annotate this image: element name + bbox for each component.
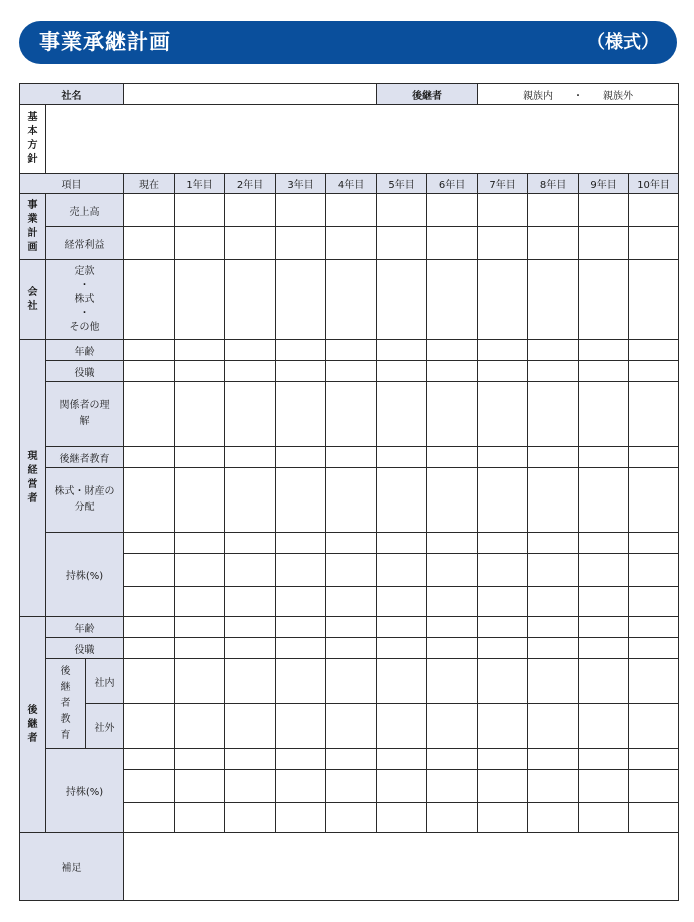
table-row [20,617,679,638]
year-cell[interactable] [175,638,225,659]
year-cell[interactable] [629,704,679,749]
year-cell[interactable] [225,617,276,638]
year-cell[interactable] [579,447,629,468]
year-cell[interactable] [629,587,679,617]
successor-type-options[interactable]: 親族内 ・ 親族外 [478,84,679,105]
current-manager-label-text: 現経営者 [27,451,38,504]
current-manager-label [20,340,46,617]
year-cell[interactable] [377,659,427,704]
sc-education-label [46,659,86,749]
year-cell[interactable] [478,260,528,340]
year-cell[interactable] [377,447,427,468]
basic-policy-label-text: 基本方針 [27,112,38,165]
year-cell[interactable] [528,659,579,704]
notes-field[interactable] [124,833,679,901]
year-cell[interactable] [478,617,528,638]
year-cell[interactable] [579,659,629,704]
year-cell[interactable] [427,803,478,833]
year-cell[interactable] [427,340,478,361]
year-cell[interactable] [377,260,427,340]
year-cell[interactable] [478,704,528,749]
year-cell[interactable] [175,659,225,704]
year-cell[interactable] [225,554,276,587]
year-cell[interactable] [276,533,326,554]
year-cell[interactable] [478,447,528,468]
year-cell[interactable] [478,382,528,447]
year-cell[interactable] [528,533,579,554]
year-cell[interactable] [427,382,478,447]
year-cell[interactable] [124,587,175,617]
year-cell[interactable] [124,554,175,587]
company-name-label: 社名 [20,84,124,105]
year-cell[interactable] [276,770,326,803]
year-cell[interactable] [377,554,427,587]
year-cell[interactable] [427,704,478,749]
year-header-3: 3年目 [276,174,326,194]
company-item-line: その他 [69,321,100,333]
year-cell[interactable] [225,803,276,833]
year-header-9: 9年目 [579,174,629,194]
cm-stakeholder-label [46,382,124,447]
policy-row [20,105,679,174]
year-cell[interactable] [175,554,225,587]
successor-label-text: 後継者 [27,704,38,744]
year-cell[interactable] [427,260,478,340]
year-cell[interactable] [175,194,225,227]
year-cell[interactable] [124,617,175,638]
sc-age-label: 年齢 [46,617,124,638]
year-cell[interactable] [478,659,528,704]
year-cell[interactable] [427,468,478,533]
year-cell[interactable] [528,554,579,587]
year-cell[interactable] [528,227,579,260]
table-row [20,638,679,659]
year-cell[interactable] [528,617,579,638]
company-item-line: ・ [79,307,90,319]
year-cell[interactable] [225,770,276,803]
year-cell[interactable] [124,227,175,260]
year-cell[interactable] [225,638,276,659]
year-cell[interactable] [427,617,478,638]
notes-label: 補足 [20,833,124,901]
table-row [20,260,679,340]
year-cell[interactable] [326,749,377,770]
year-cell[interactable] [377,803,427,833]
year-cell[interactable] [427,361,478,382]
business-plan-label-text: 事業計画 [27,199,38,253]
year-cell[interactable] [629,803,679,833]
year-cell[interactable] [225,447,276,468]
successor-label [20,617,46,833]
year-cell[interactable] [276,617,326,638]
year-cell[interactable] [276,227,326,260]
year-cell[interactable] [629,617,679,638]
year-cell[interactable] [124,194,175,227]
year-cell[interactable] [175,704,225,749]
year-cell[interactable] [478,749,528,770]
business-succession-plan-table [19,83,679,901]
year-cell[interactable] [427,533,478,554]
year-cell[interactable] [579,587,629,617]
table-row [20,659,679,704]
year-cell[interactable] [276,340,326,361]
year-cell[interactable] [326,194,377,227]
item-header: 項目 [20,174,124,194]
table-row [20,468,679,533]
year-cell[interactable] [377,382,427,447]
year-cell[interactable] [175,617,225,638]
year-header-row [20,174,679,194]
year-cell[interactable] [124,533,175,554]
year-cell[interactable] [175,260,225,340]
year-cell[interactable] [528,382,579,447]
year-cell[interactable] [377,770,427,803]
ordinary-profit-label: 経常利益 [46,227,124,260]
year-header-6: 6年目 [427,174,478,194]
year-cell[interactable] [326,468,377,533]
year-cell[interactable] [225,749,276,770]
cm-shareholding-label: 持株(%) [46,533,124,617]
year-cell[interactable] [579,227,629,260]
year-cell[interactable] [276,361,326,382]
year-header-1: 1年目 [175,174,225,194]
year-cell[interactable] [326,803,377,833]
year-cell[interactable] [175,361,225,382]
year-cell[interactable] [579,749,629,770]
year-cell[interactable] [629,260,679,340]
year-cell[interactable] [326,340,377,361]
year-cell[interactable] [629,340,679,361]
cm-stakeholder-text: 関係者の理解 [59,400,110,427]
year-cell[interactable] [377,704,427,749]
year-cell[interactable] [326,361,377,382]
year-cell[interactable] [629,554,679,587]
year-cell[interactable] [528,704,579,749]
year-cell[interactable] [478,227,528,260]
year-cell[interactable] [225,533,276,554]
year-cell[interactable] [276,260,326,340]
cm-age-label: 年齢 [46,340,124,361]
year-cell[interactable] [326,659,377,704]
table-row [20,361,679,382]
year-cell[interactable] [377,361,427,382]
page-title: 事業承継計画 [39,30,171,54]
form-tag: （様式） [587,32,659,53]
year-cell[interactable] [528,194,579,227]
year-cell[interactable] [579,617,629,638]
successor-type-label: 後継者 [377,84,478,105]
year-cell[interactable] [175,447,225,468]
year-cell[interactable] [478,194,528,227]
year-cell[interactable] [175,340,225,361]
year-cell[interactable] [225,587,276,617]
year-cell[interactable] [326,227,377,260]
year-cell[interactable] [124,659,175,704]
year-cell[interactable] [478,638,528,659]
year-cell[interactable] [528,587,579,617]
year-cell[interactable] [175,749,225,770]
year-cell[interactable] [528,770,579,803]
year-cell[interactable] [579,194,629,227]
sc-education-external-label: 社外 [86,704,124,749]
table-row [20,704,679,749]
year-cell[interactable] [326,447,377,468]
year-cell[interactable] [124,803,175,833]
year-cell[interactable] [175,770,225,803]
year-cell[interactable] [276,468,326,533]
year-cell[interactable] [276,587,326,617]
sc-education-internal-label: 社内 [86,659,124,704]
year-cell[interactable] [326,587,377,617]
year-cell[interactable] [225,382,276,447]
table-row [20,227,679,260]
year-cell[interactable] [478,770,528,803]
year-cell[interactable] [478,468,528,533]
year-cell[interactable] [124,340,175,361]
year-cell[interactable] [124,260,175,340]
year-cell[interactable] [175,227,225,260]
year-cell[interactable] [175,587,225,617]
table-row [20,340,679,361]
year-cell[interactable] [175,803,225,833]
articles-shares-other-label [46,260,124,340]
year-cell[interactable] [225,704,276,749]
year-cell[interactable] [629,659,679,704]
year-cell[interactable] [225,361,276,382]
year-cell[interactable] [579,638,629,659]
year-cell[interactable] [629,447,679,468]
year-cell[interactable] [478,803,528,833]
year-cell[interactable] [478,340,528,361]
year-cell[interactable] [175,533,225,554]
sc-shareholding-label: 持株(%) [46,749,124,833]
cm-position-label: 役職 [46,361,124,382]
year-cell[interactable] [175,468,225,533]
company-item-line: 定款 [74,265,95,277]
sales-label: 売上高 [46,194,124,227]
year-cell[interactable] [629,638,679,659]
year-cell[interactable] [124,447,175,468]
year-cell[interactable] [377,340,427,361]
year-cell[interactable] [427,749,478,770]
year-cell[interactable] [276,194,326,227]
year-cell[interactable] [528,468,579,533]
year-cell[interactable] [377,227,427,260]
year-cell[interactable] [276,447,326,468]
year-cell[interactable] [579,803,629,833]
year-header-7: 7年目 [478,174,528,194]
year-cell[interactable] [427,770,478,803]
year-cell[interactable] [225,194,276,227]
year-cell[interactable] [579,554,629,587]
year-cell[interactable] [579,468,629,533]
notes-row [20,833,679,901]
basic-policy-field[interactable] [46,105,679,174]
year-cell[interactable] [124,749,175,770]
year-cell[interactable] [478,533,528,554]
year-cell[interactable] [124,770,175,803]
year-cell[interactable] [225,260,276,340]
year-header-5: 5年目 [377,174,427,194]
year-header-2: 2年目 [225,174,276,194]
year-cell[interactable] [528,638,579,659]
year-cell[interactable] [276,803,326,833]
year-cell[interactable] [427,194,478,227]
year-cell[interactable] [528,803,579,833]
year-cell[interactable] [427,554,478,587]
year-cell[interactable] [629,749,679,770]
year-cell[interactable] [427,447,478,468]
year-cell[interactable] [478,587,528,617]
year-cell[interactable] [478,361,528,382]
year-cell[interactable] [579,704,629,749]
table-row [20,382,679,447]
year-cell[interactable] [326,617,377,638]
year-cell[interactable] [528,260,579,340]
year-cell[interactable] [276,659,326,704]
year-cell[interactable] [326,260,377,340]
year-cell[interactable] [326,533,377,554]
year-cell[interactable] [377,533,427,554]
year-cell[interactable] [326,382,377,447]
year-cell[interactable] [427,659,478,704]
year-cell[interactable] [326,770,377,803]
year-cell[interactable] [276,382,326,447]
cm-asset-distribution-text: 株式・財産の分配 [54,486,115,513]
company-section-label-text: 会社 [27,286,38,312]
cm-successor-education-label: 後継者教育 [46,447,124,468]
year-cell[interactable] [124,382,175,447]
year-cell[interactable] [478,554,528,587]
company-item-line: 株式 [74,293,95,305]
year-cell[interactable] [225,659,276,704]
year-header-0: 現在 [124,174,175,194]
year-cell[interactable] [326,554,377,587]
year-cell[interactable] [175,382,225,447]
company-row [20,84,679,105]
year-cell[interactable] [225,340,276,361]
year-cell[interactable] [528,361,579,382]
sc-position-label: 役職 [46,638,124,659]
company-section-label [20,260,46,340]
year-cell[interactable] [124,361,175,382]
cm-asset-distribution-label [46,468,124,533]
year-cell[interactable] [124,468,175,533]
table-row [20,533,679,554]
year-cell[interactable] [579,770,629,803]
year-cell[interactable] [629,770,679,803]
year-cell[interactable] [276,638,326,659]
year-cell[interactable] [377,194,427,227]
year-cell[interactable] [528,749,579,770]
year-cell[interactable] [427,638,478,659]
year-cell[interactable] [629,382,679,447]
year-cell[interactable] [326,638,377,659]
year-cell[interactable] [225,227,276,260]
year-cell[interactable] [629,468,679,533]
company-name-field[interactable] [124,84,377,105]
year-cell[interactable] [629,361,679,382]
business-plan-label [20,194,46,260]
year-cell[interactable] [528,340,579,361]
year-cell[interactable] [377,749,427,770]
table-row [20,447,679,468]
year-header-10: 10年目 [629,174,679,194]
year-cell[interactable] [579,361,629,382]
year-cell[interactable] [276,749,326,770]
year-cell[interactable] [276,554,326,587]
company-item-line: ・ [79,279,90,291]
year-cell[interactable] [326,704,377,749]
year-cell[interactable] [427,587,478,617]
basic-policy-label [20,105,46,174]
year-cell[interactable] [377,638,427,659]
year-cell[interactable] [377,617,427,638]
year-cell[interactable] [579,533,629,554]
year-cell[interactable] [528,447,579,468]
year-cell[interactable] [579,340,629,361]
sc-education-text: 後継者教育 [60,665,71,741]
table-row [20,194,679,227]
year-header-8: 8年目 [528,174,579,194]
year-cell[interactable] [427,227,478,260]
year-cell[interactable] [377,468,427,533]
year-cell[interactable] [629,227,679,260]
year-cell[interactable] [225,468,276,533]
year-header-4: 4年目 [326,174,377,194]
year-cell[interactable] [629,194,679,227]
title-banner [19,21,677,64]
year-cell[interactable] [124,638,175,659]
year-cell[interactable] [124,704,175,749]
table-row [20,749,679,770]
year-cell[interactable] [579,260,629,340]
year-cell[interactable] [276,704,326,749]
year-cell[interactable] [579,382,629,447]
year-cell[interactable] [629,533,679,554]
year-cell[interactable] [377,587,427,617]
